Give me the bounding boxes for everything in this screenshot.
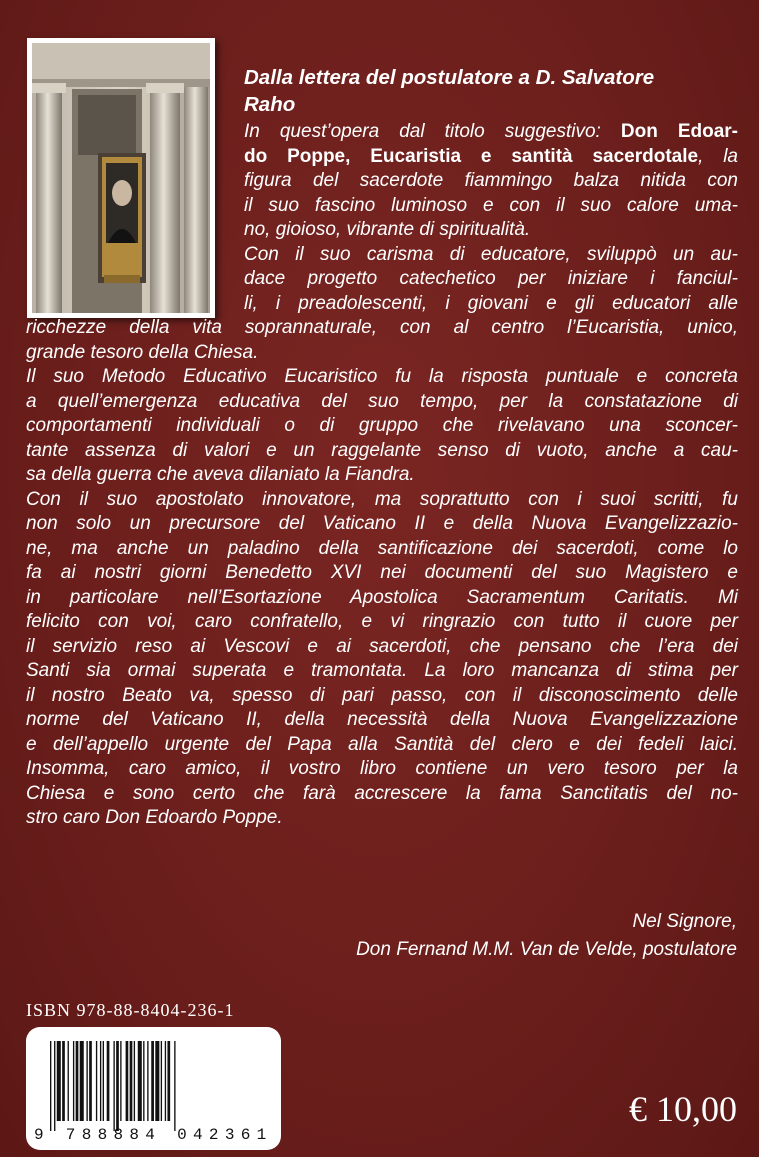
body-line: Santi sia ormai superata e tramontata. La loro mancanza di stima per [26, 660, 738, 681]
signature-greeting: Nel Signore, [632, 911, 737, 932]
body-text-span: , la [698, 145, 738, 167]
body-line: e dell’appello urgente del Papa alla Santità del clero e dei fedeli laici. [26, 733, 738, 755]
body-line: figura del sacerdote fiammingo balza nitida con [244, 170, 738, 191]
body-line: ricchezze della vita soprannaturale, con al centro l’Eucaristia, unico, [26, 317, 738, 338]
body-line: tante assenza di valori e un raggelante senso di vuoto, anche a cau- [26, 439, 738, 461]
body-line: stro caro Don Edoardo Poppe. [26, 807, 283, 828]
body-line: grande tesoro della Chiesa. [26, 341, 259, 363]
heading-line-2: Raho [244, 93, 296, 116]
signature-name: Don Fernand M.M. Van de Velde, postulatore [356, 939, 737, 960]
isbn-label: ISBN 978-88-8404-236-1 [26, 1000, 235, 1020]
body-line: in particolare nell’Esortazione Apostolica Sacramentum Caritatis. Mi [26, 586, 738, 608]
signature-block [356, 908, 737, 964]
barcode [26, 1027, 281, 1150]
body-text-span: In quest’opera dal titolo suggestivo: [244, 121, 621, 142]
body-line: il nostro Beato va, spesso di pari passo, con il disconoscimento delle [26, 684, 738, 706]
body-line: fa ai nostri giorni Benedetto XVI nei documenti del suo Magistero e [26, 562, 738, 583]
body-line: norme del Vaticano II, della necessità della Nuova Evangelizzazione [26, 709, 738, 730]
price: € 10,00 [629, 1089, 737, 1129]
body-line: dace progetto catechetico per iniziare i fanciul- [244, 268, 738, 289]
book-title-part: do Poppe, Eucaristia e santità sacerdotale [244, 145, 699, 167]
body-line: comportamenti individuali o di gruppo che rivelavano una sconcer- [26, 415, 738, 436]
barcode-digits: 9 788884 042361 [34, 1126, 273, 1144]
body-line: non solo un precursore del Vaticano II e della Nuova Evangelizzazio- [26, 513, 738, 534]
body-line: ne, ma anche un paladino della santificazione dei sacerdoti, come lo [26, 537, 738, 559]
letter-body [26, 120, 738, 831]
body-line: il suo fascino luminoso e con il suo calore uma- [244, 194, 738, 216]
body-line: sa della guerra che aveva dilaniato la Fiandra. [26, 464, 415, 485]
heading-line-1: Dalla lettera del postulatore a D. Salvatore [244, 66, 655, 89]
body-line: il servizio reso ai Vescovi e ai sacerdoti, che pensano che l’era dei [26, 635, 738, 657]
body-line: felicito con voi, caro confratello, e vi ringrazio con tutto il cuore per [26, 611, 738, 632]
letter-heading [244, 64, 744, 118]
body-line: li, i preadolescenti, i giovani e gli educatori alle [244, 292, 738, 314]
body-line: Il suo Metodo Educativo Eucaristico fu la risposta puntuale e concreta [26, 366, 738, 387]
body-line: Con il suo apostolato innovatore, ma soprattutto con i suoi scritti, fu [26, 488, 738, 510]
body-line: no, gioioso, vibrante di spiritualità. [244, 219, 531, 240]
body-line: Con il suo carisma di educatore, sviluppò un au- [244, 243, 738, 265]
body-line [244, 120, 738, 145]
body-line: Chiesa e sono certo che farà accrescere la fama Sanctitatis del no- [26, 782, 738, 804]
body-line [244, 145, 738, 170]
body-line: a quell’emergenza educativa del suo tempo, per la constatazione di [26, 390, 738, 412]
body-line: Insomma, caro amico, il vostro libro contiene un vero tesoro per la [26, 758, 738, 779]
book-title-part: Don Edoar- [620, 121, 739, 142]
